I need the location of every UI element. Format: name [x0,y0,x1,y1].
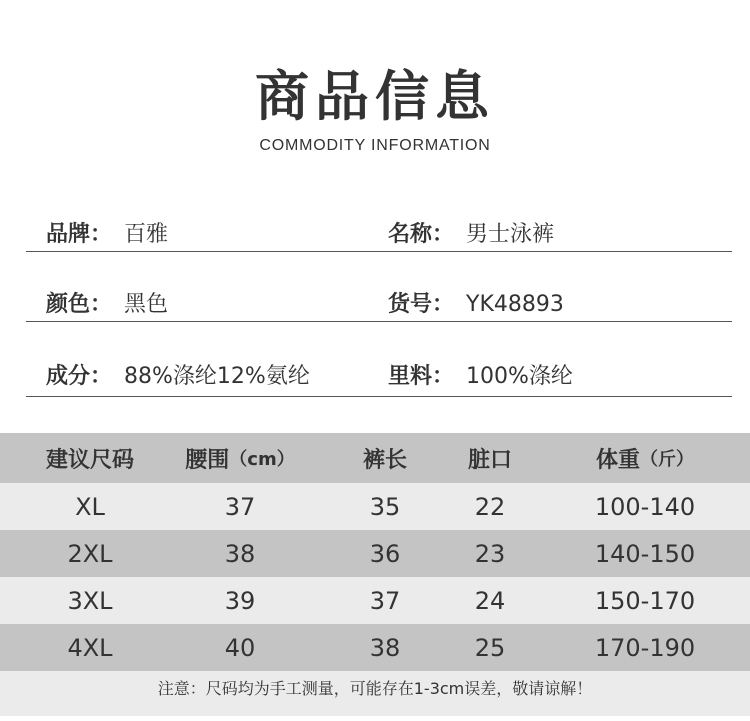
info-composition-label: 成分： [46,364,113,389]
table-row [0,577,750,624]
info-color-value: 黑色 [124,292,169,317]
info-color [46,288,168,322]
cell-weight: 140-150 [594,539,696,568]
info-divider-2 [26,321,732,322]
page-title: 商品信息 [255,65,495,128]
cell-waist: 39 [224,586,256,615]
header-weight-unit: （斤） [640,449,694,470]
info-lining-value: 100%涤纶 [466,364,573,389]
cell-length: 37 [369,586,401,615]
header-size: 建议尺码 [45,447,134,473]
info-sku-value: YK48893 [466,292,564,317]
header-waist [170,433,310,483]
table-row [0,483,750,530]
size-table-header [0,433,750,483]
info-color-label: 颜色： [46,292,113,317]
info-name [388,218,554,252]
cell-weight: 100-140 [594,492,696,521]
info-lining-label: 里料： [388,364,455,389]
cell-leg-opening: 24 [474,586,506,615]
cell-weight: 150-170 [594,586,696,615]
info-brand-value: 百雅 [124,222,169,247]
header-waist-label: 腰围 [185,447,230,473]
cell-length: 38 [369,633,401,662]
cell-waist: 40 [224,633,256,662]
info-composition [46,360,310,394]
header-waist-unit: （cm） [229,449,295,470]
cell-length: 35 [369,492,401,521]
cell-weight: 170-190 [594,633,696,662]
info-composition-value: 88%涤纶12%氨纶 [124,364,310,389]
measurement-note: 注意：尺码均为手工测量，可能存在1-3cm误差，敬请谅解！ [157,679,593,698]
size-table [0,433,750,716]
header-length: 裤长 [362,447,407,473]
info-brand-label: 品牌： [46,222,113,247]
cell-leg-opening: 25 [474,633,506,662]
info-sku [388,288,564,322]
info-divider-1 [26,251,732,252]
info-divider-3 [26,396,732,397]
header-weight [575,433,715,483]
table-row [0,624,750,671]
header-leg-opening: 脏口 [467,447,512,473]
cell-length: 36 [369,539,401,568]
cell-waist: 37 [224,492,256,521]
cell-size: 4XL [67,633,113,662]
cell-size: 2XL [67,539,113,568]
info-brand [46,218,168,252]
page-subtitle: COMMODITY INFORMATION [259,137,491,154]
header-weight-label: 体重 [595,447,640,473]
info-sku-label: 货号： [388,292,455,317]
info-name-value: 男士泳裤 [466,222,555,247]
info-name-label: 名称： [388,222,455,247]
cell-waist: 38 [224,539,256,568]
table-row [0,530,750,577]
cell-leg-opening: 23 [474,539,506,568]
info-lining [388,360,573,394]
cell-size: 3XL [67,586,113,615]
cell-leg-opening: 22 [474,492,506,521]
cell-size: XL [75,492,105,521]
